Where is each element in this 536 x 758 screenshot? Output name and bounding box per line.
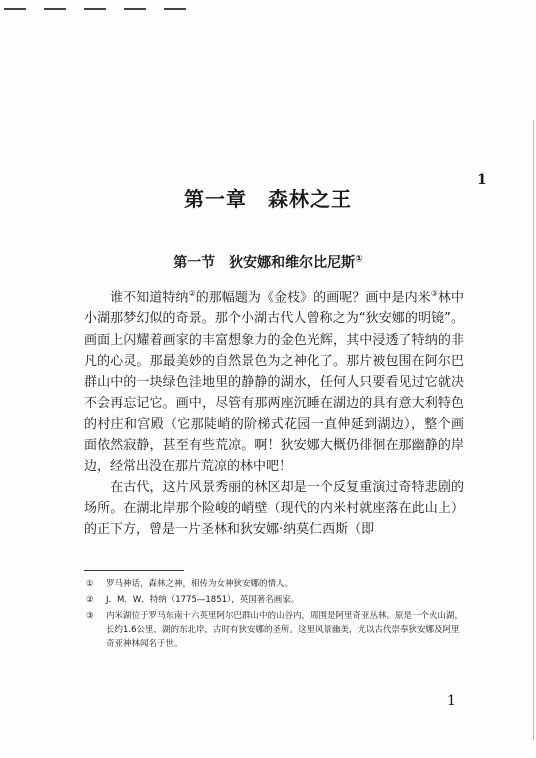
footnote-number: ① (86, 579, 94, 589)
paragraph (84, 477, 464, 540)
page-edge-line (533, 120, 534, 740)
note-ref: ② (188, 289, 196, 298)
footnote-text: J．M．W．特纳（1775—1851），英国著名画家。 (106, 595, 300, 605)
corner-mark: 1 (477, 172, 487, 188)
scan-mark (44, 8, 66, 10)
page-number: 1 (447, 693, 456, 709)
footnote-text: 罗马神话，森林之神，相传为女神狄安娜的情人。 (106, 579, 294, 589)
paragraph (84, 283, 464, 477)
scan-mark (124, 8, 146, 10)
footnote-rule (84, 570, 184, 571)
section-title-text: 第一节 狄安娜和维尔比尼斯 (173, 255, 356, 271)
paragraph-text: 林中小湖那梦幻似的奇景。那个小湖古代人曾称之为“狄安娜的明镜”。画面上闪耀着画家的丰富想象力的金色光辉，其中浸透了特纳的非凡的心灵。那最美妙的自然景色为之神化了。那片被包围在阿尔巴群山中的一块绿色洼地里的静静的湖水，任何人只要看见过它就决不会再忘记它。画中，尽管有那两座沉睡在湖边的具有意大利特色的村庄和宫殿（它那陡峭的阶梯式花园一直伸延到湖边），整个画面依然寂静，甚至有些荒凉。啊！狄安娜大概仍徘徊在那幽静的岸边，经常出没在那片荒凉的林中吧！ (84, 290, 464, 475)
footnote-text: 内米湖位于罗马东南十六英里阿尔巴群山中的山谷内，周围是阿里奇亚丛林。原是一个火山湖，长约1.6公里，湖的东北岸，古时有狄安娜的圣所。这里风景幽美，尤以古代崇奉狄安娜及阿里奇亚神林闻名于世。 (106, 611, 464, 649)
chapter-title: 第一章 森林之王 (184, 187, 352, 211)
scan-top-marks (0, 8, 186, 10)
paragraph-text: 谁不知道特纳 (84, 290, 189, 306)
scan-mark (4, 8, 26, 10)
footnote (86, 593, 466, 607)
scan-mark (164, 8, 186, 10)
footnote (86, 609, 466, 651)
paragraph-text: 的那幅题为《金枝》的画呢？画中是内米 (195, 290, 431, 306)
footnote (86, 577, 466, 591)
footnotes (86, 577, 466, 653)
section-note-ref: ① (355, 254, 363, 265)
paragraph-text: 在古代，这片风景秀丽的林区却是一个反复重演过奇特悲剧的场所。在湖北岸那个险峻的峭壁（现代的内米村就座落在此山上）的正下方，曾是一片圣林和狄安娜·纳莫仁西斯（即 (84, 480, 464, 538)
footnote-number: ③ (86, 611, 94, 621)
scan-mark (84, 8, 106, 10)
section-title (0, 252, 536, 272)
note-ref: ③ (430, 289, 438, 298)
body-text (84, 283, 464, 540)
footnote-number: ② (86, 595, 94, 605)
